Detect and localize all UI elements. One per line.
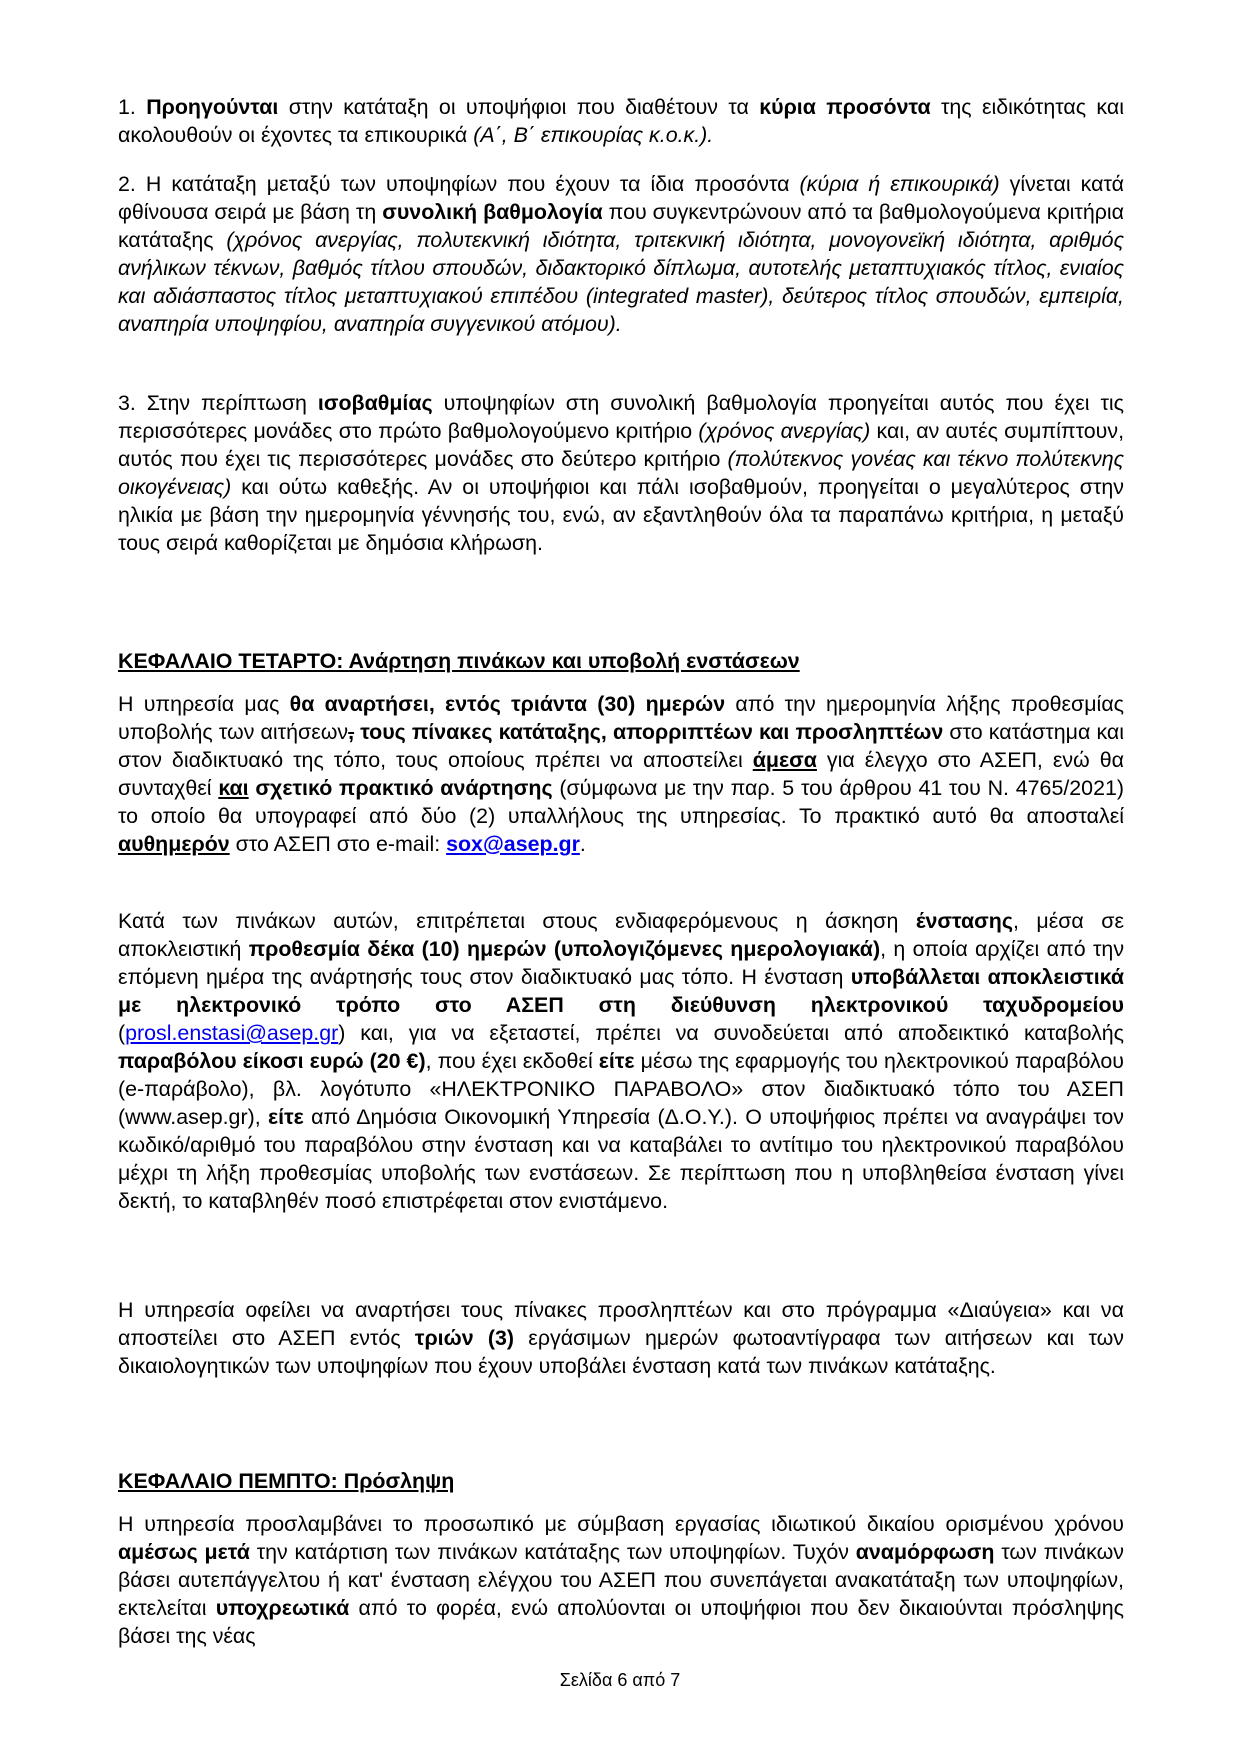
- chapter-5-paragraph-1: Η υπηρεσία προσλαμβάνει το προσωπικό με σύμβαση εργασίας ιδιωτικού δικαίου ορισμένου χρόνου αμέσως μετά την κατάρτιση των πινάκων κατάταξης των υποψηφίων. Τυχόν αναμόρφωση των πινάκων βάσει αυτεπάγγελτου ή κατ' ένσταση ελέγχου του ΑΣΕΠ που συνεπάγεται ανακατάταξη των υποψηφίων, εκτελείται υποχρεωτικά από το φορέα, ενώ απολύονται οι υποψήφιοι που δεν δικαιούνται πρόσληψης βάσει της νέας: [118, 1512, 1124, 1648]
- chapter-4-paragraph-2: Κατά των πινάκων αυτών, επιτρέπεται στους ενδιαφερόμενους η άσκηση ένστασης, μέσα σε αποκλειστική προθεσμία δέκα (10) ημερών (υπολογιζόμενες ημερολογιακά), η οποία αρχίζει από την επόμενη ημέρα της ανάρτησής τους στον διαδικτυακό μας τόπο. Η ένσταση υποβάλλεται αποκλειστικά με ηλεκτρονικό τρόπο στο ΑΣΕΠ στη διεύθυνση ηλεκτρονικού ταχυδρομείου (prosl.enstasi@asep.gr) και, για να εξεταστεί, πρέπει να συνοδεύεται από αποδεικτικό καταβολής παραβόλου είκοσι ευρώ (20 €), που έχει εκδοθεί είτε μέσω της εφαρμογής του ηλεκτρονικού παραβόλου (e-παράβολο), βλ. λογότυπο «ΗΛΕΚΤΡΟΝΙΚΟ ΠΑΡΑΒΟΛΟ» στον διαδικτυακό τόπο του ΑΣΕΠ (www.asep.gr), είτε από Δημόσια Οικονομική Υπηρεσία (Δ.Ο.Υ.). Ο υποψήφιος πρέπει να αναγράψει τον κωδικό/αριθμό του παραβόλου στην ένσταση και να καταβάλει το αντίτιμο του ηλεκτρονικού παραβόλου μέχρι τη λήξη προθεσμίας υποβολής των ενστάσεων. Σε περίπτωση που η υποβληθείσα ένσταση γίνει δεκτή, το καταβληθέν ποσό επιστρέφεται στον ενιστάμενο.: [118, 909, 1125, 1213]
- ranking-rule-3: 3. Στην περίπτωση ισοβαθμίας υποψηφίων στη συνολική βαθμολογία προηγείται αυτός που έχει τις περισσότερες μονάδες στο πρώτο βαθμολογούμενο κριτήριο (χρόνος ανεργίας) και, αν αυτές συμπίπτουν, αυτός που έχει τις περισσότερες μονάδες στο δεύτερο κριτήριο (πολύτεκνος γονέας και τέκνο πολύτεκνης οικογένειας) και ούτω καθεξής. Αν οι υποψήφιοι και πάλι ισοβαθμούν, προηγείται ο μεγαλύτερος στην ηλικία με βάση την ημερομηνία γέννησής του, ενώ, αν εξαντληθούν όλα τα παραπάνω κριτήρια, η μεταξύ τους σειρά καθορίζεται με δημόσια κλήρωση.: [118, 391, 1125, 555]
- chapter-5-title: ΚΕΦΑΛΑΙΟ ΠΕΜΠΤΟ: Πρόσληψη: [118, 1469, 455, 1493]
- chapter-4-paragraph-3: Η υπηρεσία οφείλει να αναρτήσει τους πίνακες προσληπτέων και στο πρόγραμμα «Διαύγεια» και να αποστείλει στο ΑΣΕΠ εντός τριών (3) εργάσιμων ημερών φωτοαντίγραφα των αιτήσεων και των δικαιολογητικών των υποψηφίων που έχουν υποβάλει ένσταση κατά των πινάκων κατάταξης.: [118, 1298, 1124, 1378]
- ranking-rule-1: 1. Προηγούνται στην κατάταξη οι υποψήφιοι που διαθέτουν τα κύρια προσόντα της ειδικότητας και ακολουθούν οι έχοντες τα επικουρικά (Α΄, Β΄ επικουρίας κ.ο.κ.).: [118, 95, 1124, 147]
- sox-email-link[interactable]: sox@asep.gr: [446, 832, 580, 856]
- chapter-4-paragraph-1: Η υπηρεσία μας θα αναρτήσει, εντός τριάντα (30) ημερών από την ημερομηνία λήξης προθεσμίας υποβολής των αιτήσεων, τους πίνακες κατάταξης, απορριπτέων και προσληπτέων στο κατάστημα και στον διαδικτυακό της τόπο, τους οποίους πρέπει να αποστείλει άμεσα για έλεγχο στο ΑΣΕΠ, ενώ θα συνταχθεί και σχετικό πρακτικό ανάρτησης (σύμφωνα με την παρ. 5 του άρθρου 41 του Ν. 4765/2021) το οποίο θα υπογραφεί από δύο (2) υπαλλήλους της υπηρεσίας. Το πρακτικό αυτό θα αποσταλεί αυθημερόν στο ΑΣΕΠ στο e-mail: sox@asep.gr.: [118, 692, 1124, 856]
- page-number-footer: Σελίδα 6 από 7: [559, 1670, 681, 1690]
- objection-email-link[interactable]: prosl.enstasi@asep.gr: [125, 1021, 339, 1045]
- ranking-rule-2: 2. Η κατάταξη μεταξύ των υποψηφίων που έχουν τα ίδια προσόντα (κύρια ή επικουρικά) γίνεται κατά φθίνουσα σειρά με βάση τη συνολική βαθμολογία που συγκεντρώνουν από τα βαθμολογούμενα κριτήρια κατάταξης (χρόνος ανεργίας, πολυτεκνική ιδιότητα, τριτεκνική ιδιότητα, μονογονεϊκή ιδιότητα, αριθμός ανήλικων τέκνων, βαθμός τίτλου σπουδών, διδακτορικό δίπλωμα, αυτοτελής μεταπτυχιακός τίτλος, ενιαίος και αδιάσπαστος τίτλος μεταπτυχιακού επιπέδου (integrated master), δεύτερος τίτλος σπουδών, εμπειρία, αναπηρία υποψηφίου, αναπηρία συγγενικού ατόμου).: [118, 172, 1125, 336]
- chapter-4-title: ΚΕΦΑΛΑΙΟ ΤΕΤΑΡΤΟ: Ανάρτηση πινάκων και υποβολή ενστάσεων: [118, 649, 800, 673]
